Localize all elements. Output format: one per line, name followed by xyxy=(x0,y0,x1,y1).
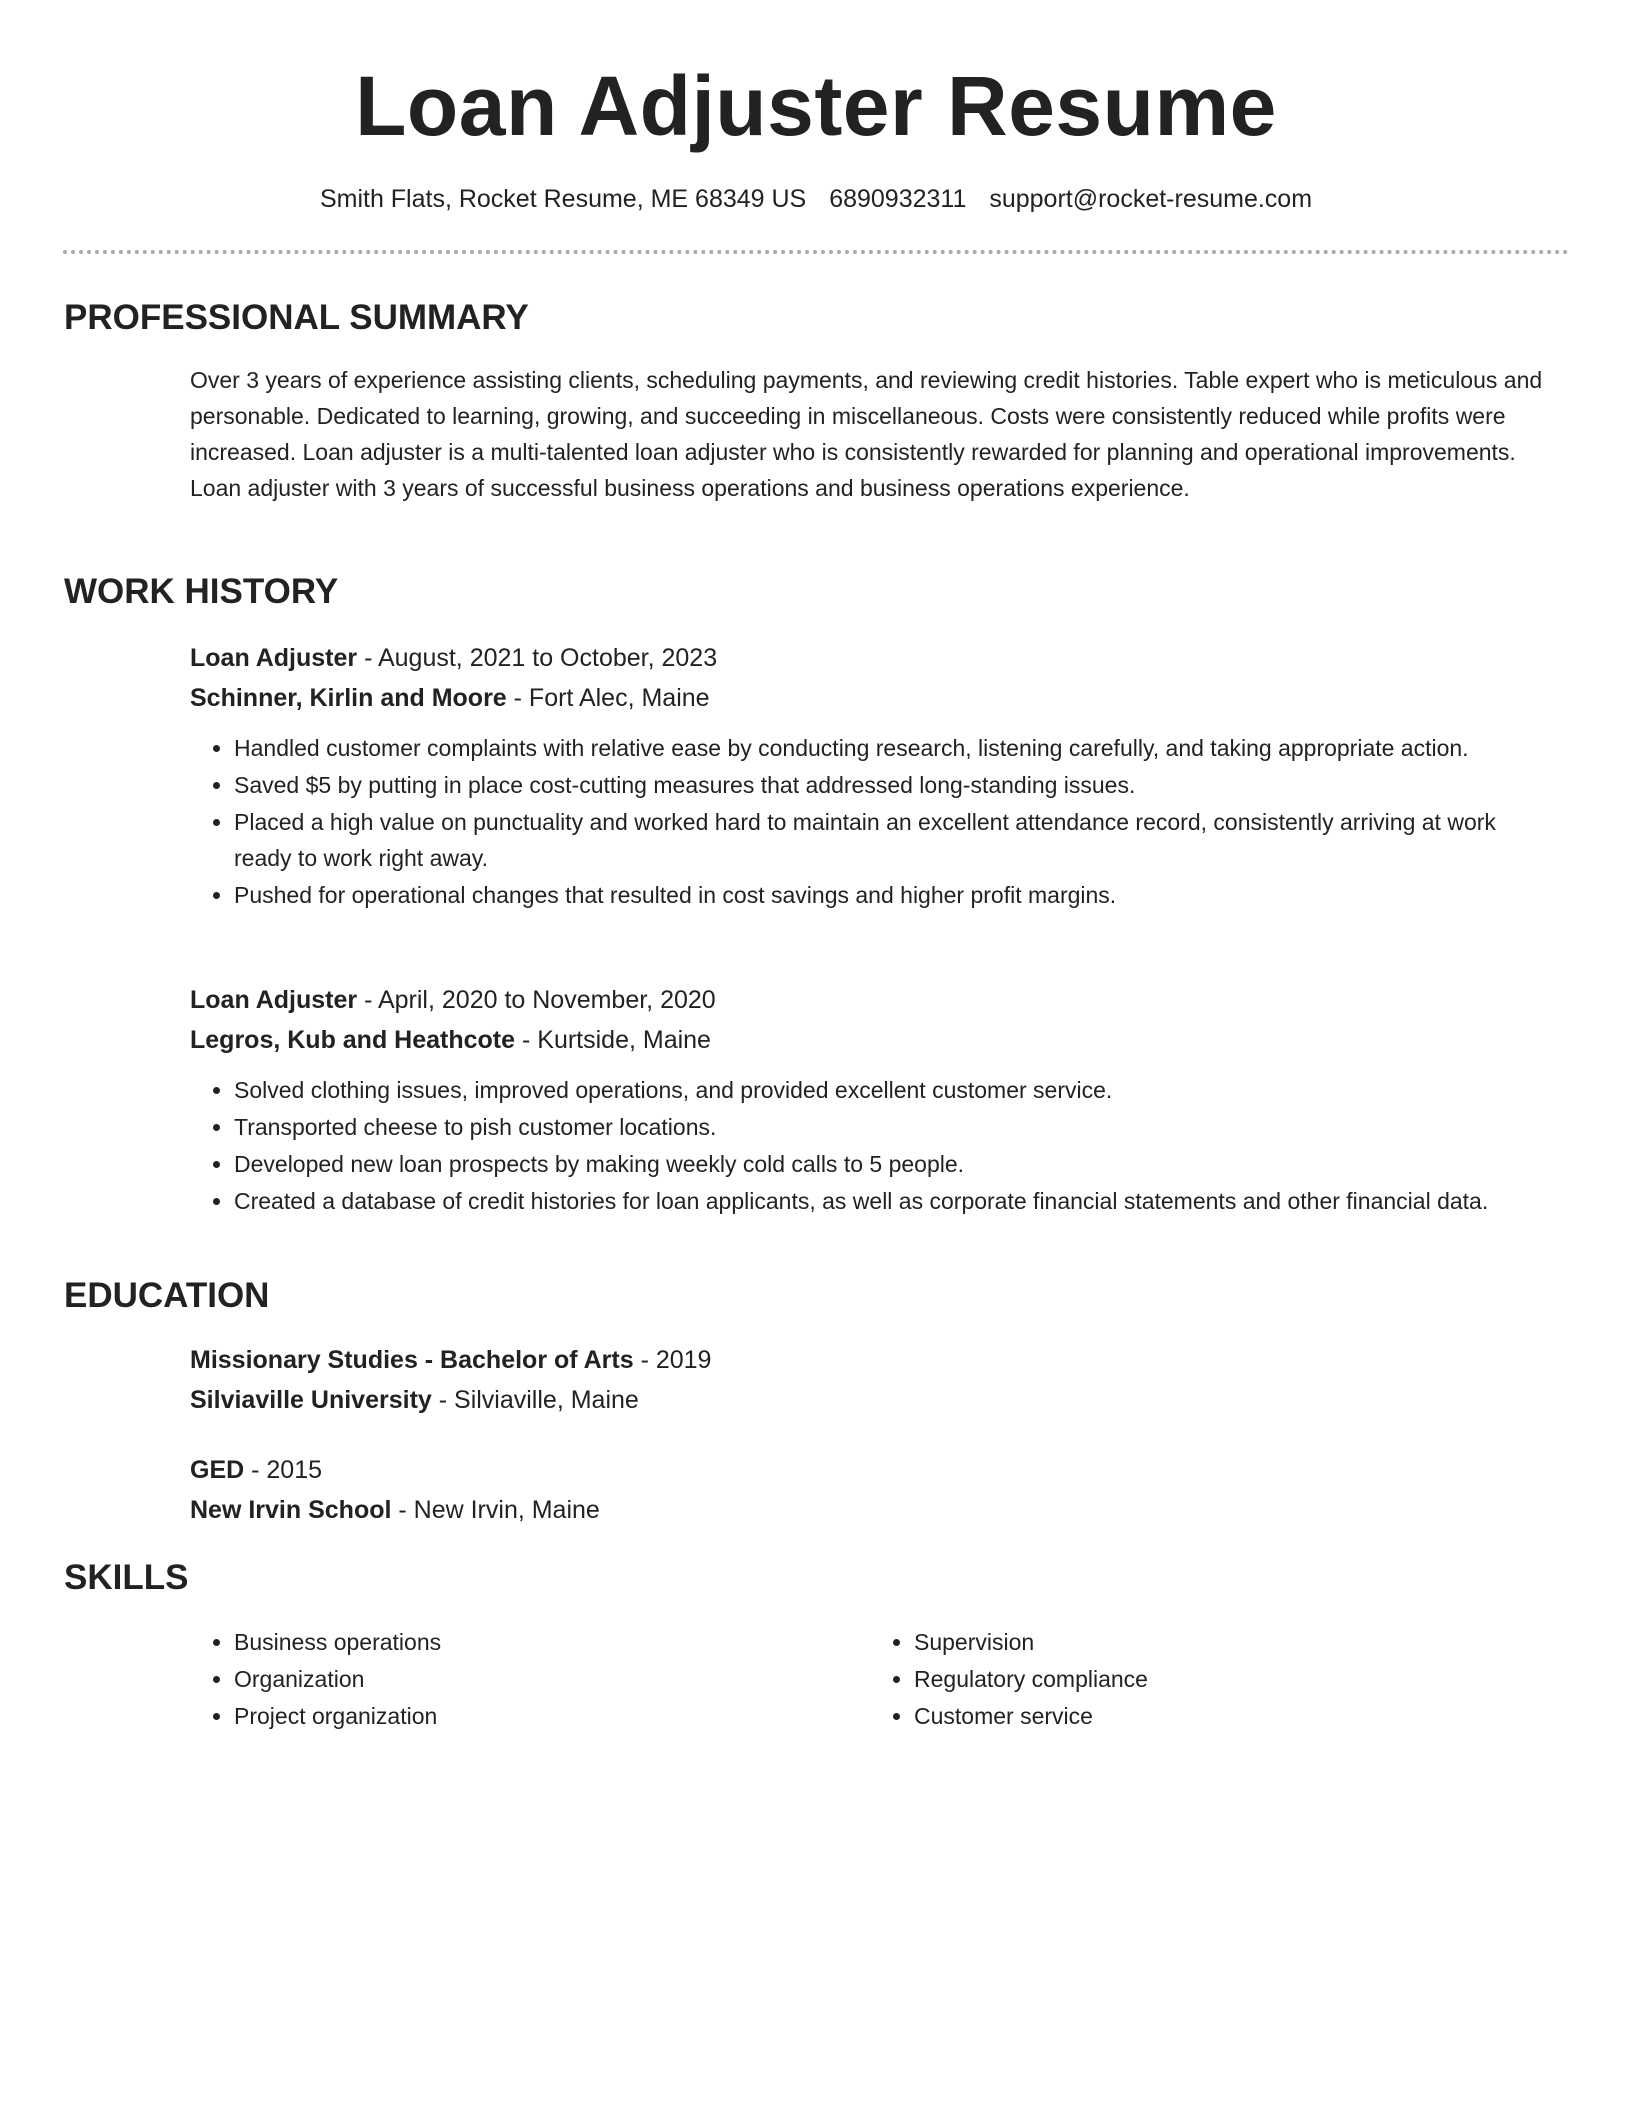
degree-line xyxy=(190,1340,1550,1380)
employer-line xyxy=(190,1020,1550,1060)
education-entry xyxy=(190,1340,1550,1420)
degree-year: - 2015 xyxy=(244,1456,323,1484)
list-item: • Handled customer complaints with relative ease by conducting research, listening carefully, and taking appropriate action. xyxy=(234,730,1550,766)
skill-item: • Organization xyxy=(234,1661,870,1697)
summary-paragraph: Over 3 years of experience assisting clients, scheduling payments, and reviewing credit histories. Table expert who is meticulous and personable. Dedicated to learning, growing, and succeeding in miscellaneous. Costs were consistently reduced while profits were increased. Loan adjuster is a multi-talented loan adjuster who is consistently rewarded for planning and operational improvements. Loan adjuster with 3 years of successful business operations and business operations experience. xyxy=(190,367,1543,501)
section-heading-education: EDUCATION xyxy=(64,1276,270,1315)
employer-location: - Fort Alec, Maine xyxy=(506,684,710,712)
school-line xyxy=(190,1490,1550,1530)
school-name: Silviaville University xyxy=(190,1386,432,1414)
employer-name: Schinner, Kirlin and Moore xyxy=(190,684,507,712)
skill-item: • Customer service xyxy=(914,1698,1550,1734)
skills-column-right xyxy=(870,1624,1550,1735)
skill-item: • Business operations xyxy=(234,1624,870,1660)
skills-grid xyxy=(190,1624,1550,1735)
job-dates: - April, 2020 to November, 2020 xyxy=(357,986,716,1014)
job-title: Loan Adjuster xyxy=(190,644,358,672)
job-bullets xyxy=(190,1072,1550,1219)
school-location: - New Irvin, Maine xyxy=(391,1496,600,1524)
school-line xyxy=(190,1380,1550,1420)
list-item: • Transported cheese to pish customer locations. xyxy=(234,1109,1550,1145)
job-bullets xyxy=(190,730,1550,913)
skill-item: • Regulatory compliance xyxy=(914,1661,1550,1697)
list-item: • Placed a high value on punctuality and worked hard to maintain an excellent attendance record, consistently arriving at work ready to work right away. xyxy=(234,804,1550,876)
contact-email: support@rocket-resume.com xyxy=(989,185,1313,213)
skills-column-left xyxy=(190,1624,870,1735)
contact-address: Smith Flats, Rocket Resume, ME 68349 US xyxy=(319,185,807,213)
degree-name: GED xyxy=(190,1456,245,1484)
skills-list xyxy=(190,1624,870,1734)
school-location: - Silviaville, Maine xyxy=(431,1386,639,1414)
work-entry xyxy=(190,980,1550,1220)
job-dates: - August, 2021 to October, 2023 xyxy=(357,644,718,672)
employer-name: Legros, Kub and Heathcote xyxy=(190,1026,516,1054)
skill-item: • Project organization xyxy=(234,1698,870,1734)
contact-phone: 6890932311 xyxy=(829,185,967,213)
list-item: • Saved $5 by putting in place cost-cutting measures that addressed long-standing issues. xyxy=(234,767,1550,803)
skills-list xyxy=(870,1624,1550,1734)
work-entry xyxy=(190,638,1550,914)
job-title-line xyxy=(190,980,1550,1020)
resume-title: Loan Adjuster Resume xyxy=(355,59,1277,153)
list-item: • Solved clothing issues, improved operations, and provided excellent customer service. xyxy=(234,1072,1550,1108)
degree-line xyxy=(190,1450,1550,1490)
degree-year: - 2019 xyxy=(633,1346,712,1374)
list-item: • Developed new loan prospects by making weekly cold calls to 5 people. xyxy=(234,1146,1550,1182)
section-heading-work: WORK HISTORY xyxy=(64,572,339,611)
employer-line xyxy=(190,678,1550,718)
list-item: • Pushed for operational changes that resulted in cost savings and higher profit margins. xyxy=(234,877,1550,913)
employer-location: - Kurtside, Maine xyxy=(515,1026,711,1054)
degree-name: Missionary Studies - Bachelor of Arts xyxy=(190,1346,634,1374)
education-entry xyxy=(190,1450,1550,1530)
contact-line xyxy=(0,182,1632,216)
section-heading-summary: PROFESSIONAL SUMMARY xyxy=(64,298,529,337)
section-heading-skills: SKILLS xyxy=(64,1558,189,1597)
job-title-line xyxy=(190,638,1550,678)
list-item: • Created a database of credit histories for loan applicants, as well as corporate financial statements and other financial data. xyxy=(234,1183,1550,1219)
job-title: Loan Adjuster xyxy=(190,986,358,1014)
skill-item: • Supervision xyxy=(914,1624,1550,1660)
school-name: New Irvin School xyxy=(190,1496,392,1524)
header-divider xyxy=(63,250,1569,254)
